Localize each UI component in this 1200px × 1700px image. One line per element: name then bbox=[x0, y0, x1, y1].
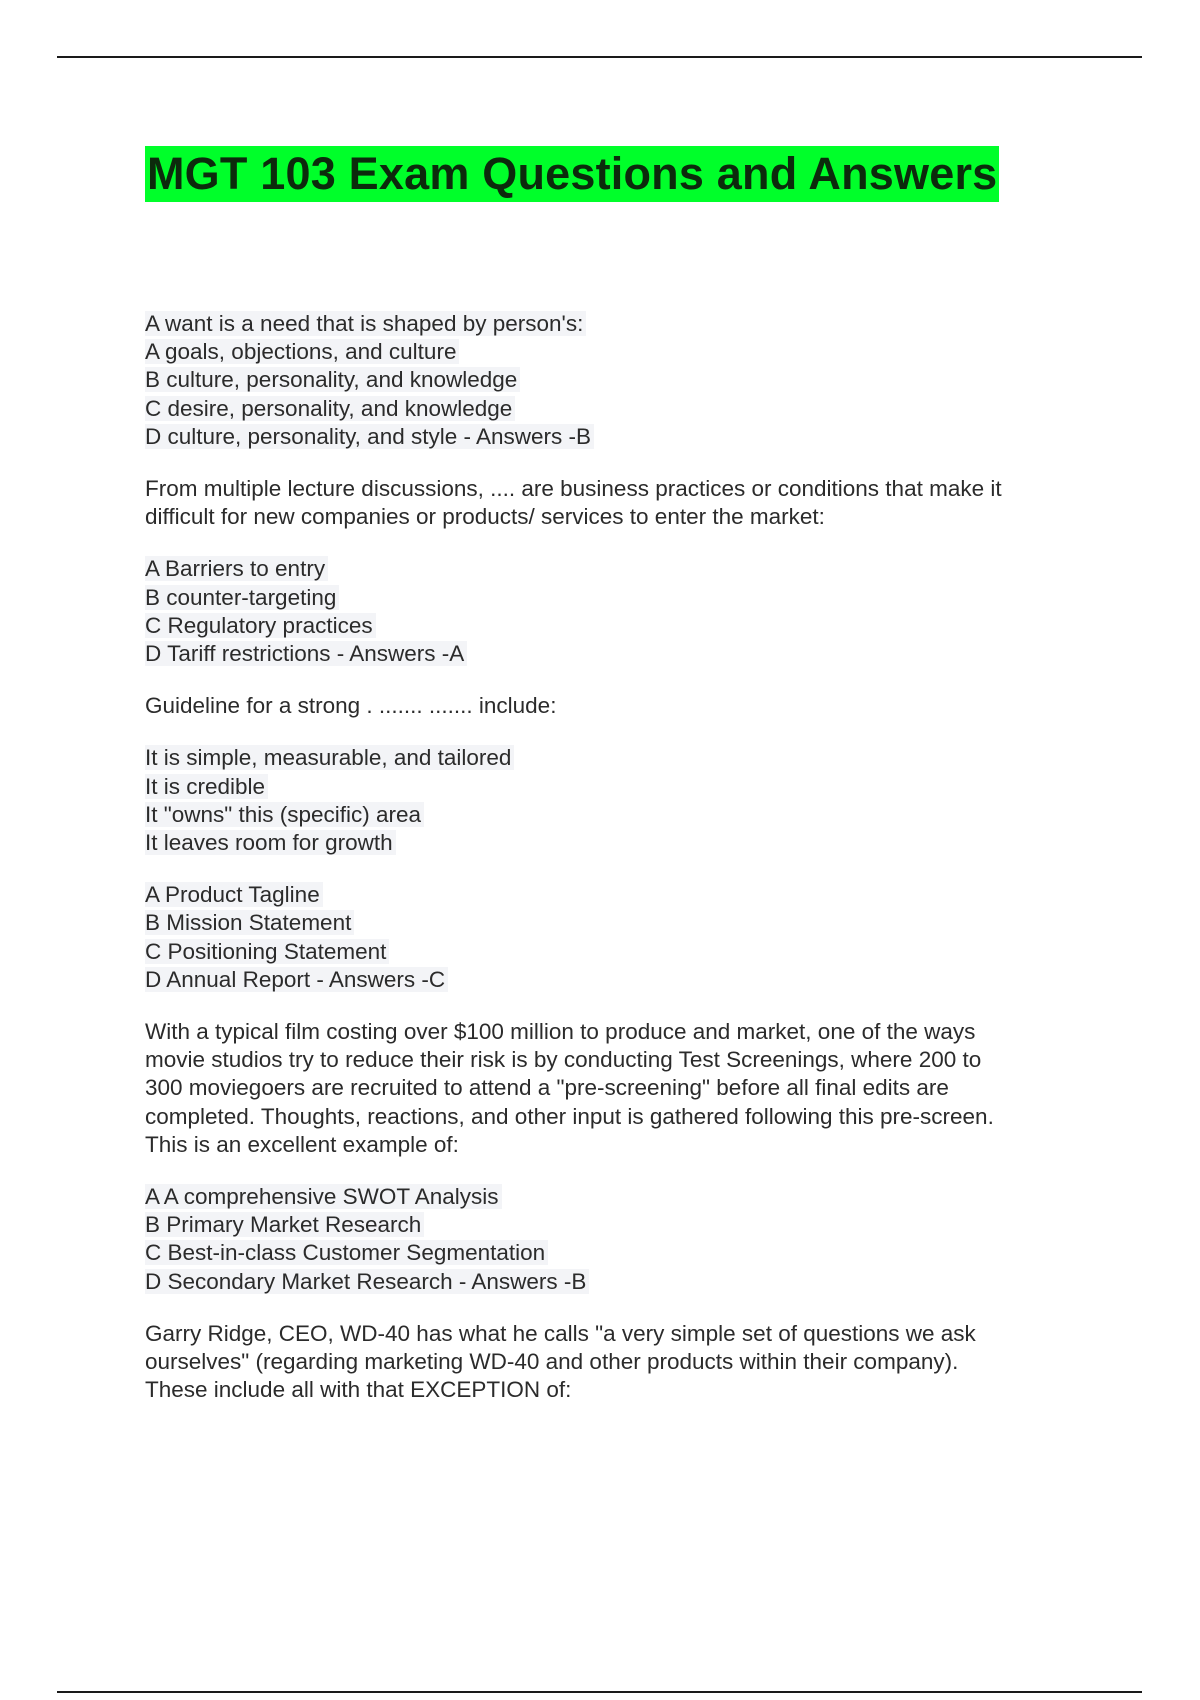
question-3-stem: Guideline for a strong . ....... ....... include: bbox=[145, 693, 557, 719]
question-4-stem-line: This is an excellent example of: bbox=[145, 1131, 459, 1157]
question-4-stem-line: movie studios try to reduce their risk is by conducting Test Screenings, where 200 to bbox=[145, 1047, 982, 1073]
question-1-option-c: C desire, personality, and knowledge bbox=[145, 395, 1075, 423]
question-3-detail: It is simple, measurable, and tailored bbox=[145, 744, 1075, 772]
question-3-option-d-answer: D Annual Report - Answers -C bbox=[145, 966, 1075, 994]
document-body bbox=[145, 310, 1075, 1429]
question-5-stem-line: Garry Ridge, CEO, WD-40 has what he calls "a very simple set of questions we ask bbox=[145, 1320, 976, 1346]
question-5-stem-line: ourselves" (regarding marketing WD-40 and other products within their company). bbox=[145, 1349, 959, 1375]
question-2-stem-line: From multiple lecture discussions, .... are business practices or conditions that make it bbox=[145, 476, 1002, 502]
question-4-stem-line: With a typical film costing over $100 million to produce and market, one of the ways bbox=[145, 1019, 976, 1045]
question-2-option-b: B counter-targeting bbox=[145, 584, 1075, 612]
title-block bbox=[145, 146, 999, 202]
question-4-stem-line: completed. Thoughts, reactions, and other input is gathered following this pre-screen. bbox=[145, 1103, 994, 1129]
question-5 bbox=[145, 1320, 1075, 1405]
question-4-option-b: B Primary Market Research bbox=[145, 1211, 1075, 1239]
question-2-option-c: C Regulatory practices bbox=[145, 612, 1075, 640]
page-title: MGT 103 Exam Questions and Answers bbox=[145, 146, 999, 202]
bottom-rule bbox=[57, 1691, 1142, 1693]
top-rule bbox=[57, 56, 1142, 58]
question-1-option-a: A goals, objections, and culture bbox=[145, 338, 1075, 366]
question-4-stem-line: 300 moviegoers are recruited to attend a "pre-screening" before all final edits are bbox=[145, 1075, 949, 1101]
question-3-detail: It "owns" this (specific) area bbox=[145, 801, 1075, 829]
question-5-stem-line: These include all with that EXCEPTION of: bbox=[145, 1377, 572, 1403]
question-3-option-c: C Positioning Statement bbox=[145, 938, 1075, 966]
question-2-stem-line: difficult for new companies or products/ services to enter the market: bbox=[145, 504, 825, 530]
question-4-option-a: A A comprehensive SWOT Analysis bbox=[145, 1183, 1075, 1211]
question-4-option-d-answer: D Secondary Market Research - Answers -B bbox=[145, 1268, 1075, 1296]
question-4-option-c: C Best-in-class Customer Segmentation bbox=[145, 1239, 1075, 1267]
question-3 bbox=[145, 692, 1075, 994]
question-3-option-b: B Mission Statement bbox=[145, 909, 1075, 937]
question-1-option-d-answer: D culture, personality, and style - Answers -B bbox=[145, 423, 1075, 451]
question-1-option-b: B culture, personality, and knowledge bbox=[145, 366, 1075, 394]
question-1 bbox=[145, 310, 1075, 451]
question-1-stem: A want is a need that is shaped by person's: bbox=[145, 310, 1075, 338]
question-3-detail: It leaves room for growth bbox=[145, 829, 1075, 857]
question-2-option-d-answer: D Tariff restrictions - Answers -A bbox=[145, 640, 1075, 668]
question-2 bbox=[145, 475, 1075, 668]
question-3-option-a: A Product Tagline bbox=[145, 881, 1075, 909]
question-3-detail: It is credible bbox=[145, 773, 1075, 801]
question-4 bbox=[145, 1018, 1075, 1296]
question-2-option-a: A Barriers to entry bbox=[145, 555, 1075, 583]
